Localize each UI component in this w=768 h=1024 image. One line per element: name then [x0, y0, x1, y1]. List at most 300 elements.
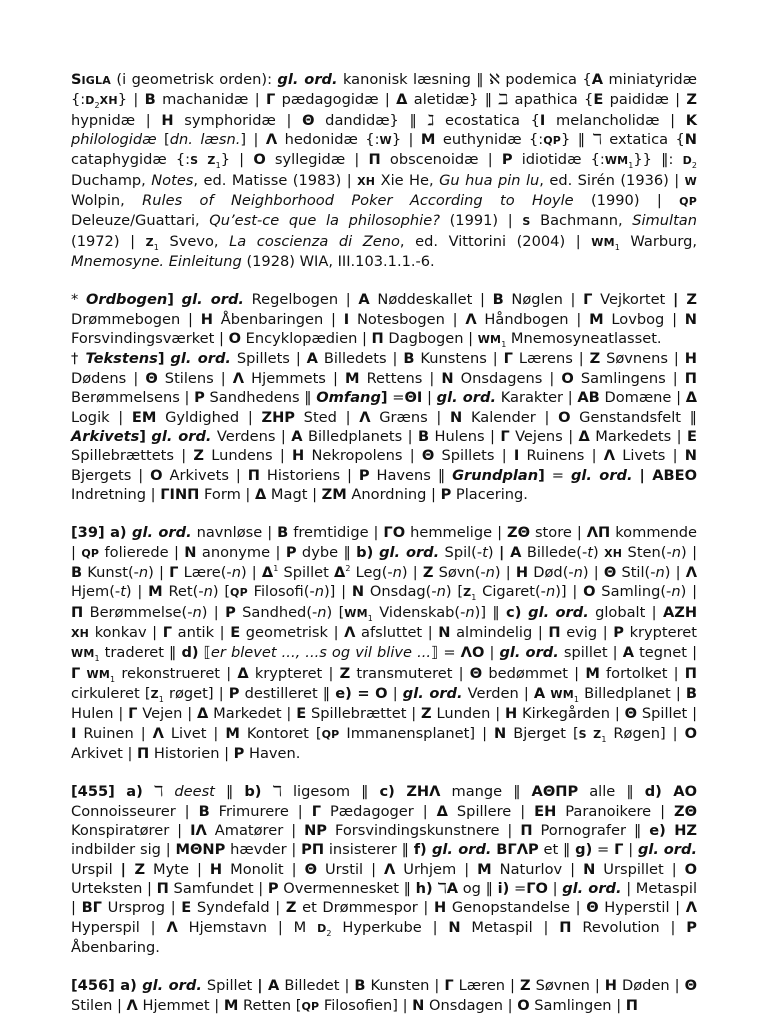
text-run: n	[314, 583, 324, 601]
text-run: Historiens |	[259, 466, 359, 484]
text-run: Søvn(-	[433, 563, 486, 581]
text-run: AZH	[662, 603, 698, 621]
text-run: ⟧ =	[431, 644, 461, 662]
text-run: Λ	[166, 918, 178, 936]
text-run: t	[587, 543, 593, 561]
text-run: hedonidæ {:	[277, 131, 380, 149]
text-run: ℸ ligesom ‖	[261, 783, 380, 801]
text-run: BΓΛP	[496, 841, 539, 859]
text-run: =	[592, 841, 615, 859]
text-run: insisterer ‖	[324, 841, 414, 859]
text-run: | ABEO	[639, 466, 697, 484]
text-run: I	[513, 447, 520, 465]
text-run: 2	[691, 161, 698, 171]
text-run: kommende |	[71, 524, 698, 561]
text-run: Lunden |	[431, 705, 505, 723]
text-run: Spillere |	[447, 802, 535, 820]
text-run: P	[225, 603, 236, 621]
text-run: n	[138, 563, 149, 581]
text-run: PΠ	[301, 841, 325, 859]
text-run: |	[422, 389, 437, 407]
text-run: Urspillet |	[595, 860, 685, 878]
text-run: globalt |	[588, 603, 663, 621]
text-run: n	[485, 563, 495, 581]
text-run: Sted |	[294, 408, 360, 426]
text-run: |	[623, 841, 638, 859]
text-run: Ordbogen	[86, 291, 168, 309]
text-run: gl. ord.	[181, 291, 244, 309]
text-run: Hyperkube |	[331, 918, 449, 936]
text-run: P	[358, 466, 370, 484]
text-run: Γ	[583, 291, 593, 309]
text-run: Onsdagen |	[424, 996, 518, 1014]
text-run: Pornografer ‖	[532, 822, 650, 840]
text-run: n	[573, 563, 583, 581]
paragraph-gap	[71, 763, 697, 782]
text-run: ) |	[148, 563, 170, 581]
text-run: Kunstens |	[414, 350, 504, 368]
text-run: D	[682, 154, 692, 168]
text-run: Γ	[162, 623, 173, 641]
text-run: et ‖	[538, 841, 576, 859]
text-run: |	[659, 918, 687, 936]
text-run: tegnet |	[633, 644, 697, 662]
text-run: N	[493, 724, 507, 742]
text-run: H	[504, 705, 518, 723]
text-run: Π	[368, 151, 381, 169]
text-run: Immanensplanet] |	[339, 724, 494, 742]
text-run: H	[515, 563, 529, 581]
text-run: ] |	[240, 131, 266, 149]
text-run: I	[71, 724, 77, 742]
text-run: Urhjem |	[395, 860, 478, 878]
text-run: B	[403, 350, 415, 368]
text-run: Λ	[265, 131, 278, 149]
text-run: Markedet |	[208, 705, 297, 723]
text-run: Samling(-	[595, 583, 672, 601]
text-run	[174, 291, 182, 308]
text-run: IGLA	[81, 74, 111, 87]
text-run: machanidæ |	[155, 91, 266, 109]
text-run: Omfang	[316, 389, 381, 407]
text-run: Θ	[603, 563, 617, 581]
text-run: Rules of Neighborhood Poker According to Hoyle	[142, 192, 574, 210]
text-run: Dagbogen |	[383, 330, 478, 348]
text-run: N	[583, 860, 596, 878]
text-run: (1972) |	[71, 232, 146, 250]
text-run: symphoridæ |	[173, 111, 303, 129]
text-run: ΓO	[383, 524, 406, 542]
text-run: O	[561, 369, 574, 387]
text-run: Lundens |	[203, 447, 293, 465]
text-run: O	[558, 408, 571, 426]
text-run: } |	[391, 131, 421, 149]
text-run: {:	[521, 131, 544, 149]
text-run: Pædagoger |	[321, 802, 437, 820]
text-run: M	[477, 860, 492, 878]
text-run: Hjemmet |	[137, 996, 224, 1014]
text-run: Γ	[614, 841, 624, 859]
text-run: Λ	[359, 408, 371, 426]
text-run: } ‖ ℸ extatica {	[561, 131, 685, 149]
text-run: Læren |	[453, 977, 520, 995]
text-run: ord.	[663, 841, 697, 859]
text-run: g)	[575, 841, 593, 859]
text-run: Δ	[396, 91, 408, 109]
text-run: Genopstandelse |	[446, 899, 587, 917]
text-run: D	[85, 94, 95, 108]
text-run: S	[522, 215, 531, 229]
text-run: gl. ord.	[132, 524, 192, 542]
text-run: M	[420, 131, 436, 149]
text-run: B	[354, 977, 366, 995]
text-run: Samlingen |	[529, 996, 626, 1014]
text-run: =	[509, 880, 527, 898]
text-run: Håndbogen |	[476, 310, 590, 328]
text-run: N	[438, 623, 451, 641]
text-run: Billedplanets |	[302, 427, 418, 445]
text-run: Γ	[169, 563, 179, 581]
text-run: Vejens |	[509, 427, 579, 445]
text-run: QP	[321, 727, 340, 741]
text-run: Z	[422, 563, 434, 581]
text-run: Død(-	[528, 563, 574, 581]
text-run: cataphygidæ {:	[71, 151, 191, 169]
text-run: ΘI	[404, 389, 423, 407]
text-run: 1	[628, 161, 634, 171]
text-run: Markedets |	[589, 427, 687, 445]
text-run: Γ	[503, 350, 513, 368]
text-run: 2	[326, 928, 332, 938]
text-run: Retten [	[238, 996, 302, 1014]
text-run: Δ	[261, 563, 274, 581]
text-run: Videnskab(-	[372, 603, 466, 621]
text-run: Z	[519, 977, 531, 995]
text-run: }} ‖:	[633, 151, 683, 169]
text-run: Urstil |	[316, 860, 385, 878]
text-run: M	[344, 369, 360, 387]
text-run: Spillets |	[230, 350, 307, 368]
text-run: Arkivet |	[71, 745, 138, 762]
text-run: N	[450, 408, 463, 426]
text-run: |	[484, 644, 500, 662]
text-run: ) |	[401, 563, 423, 581]
text-run: Hjem(-	[71, 583, 121, 601]
text-run: ]	[157, 350, 165, 368]
text-run: spillet |	[558, 644, 623, 662]
text-run: ]	[380, 389, 388, 407]
text-run: hemmelige |	[405, 524, 507, 542]
text-run: Placering.	[451, 485, 528, 503]
text-run: 1	[601, 734, 607, 744]
text-run: N	[684, 310, 698, 328]
text-run: gl. ord.	[436, 389, 496, 407]
text-run: n	[436, 583, 446, 601]
text-run: Wolpin,	[71, 192, 143, 210]
text-run: Λ	[152, 724, 164, 742]
text-run: E	[181, 899, 192, 917]
text-run: ) |	[680, 543, 697, 561]
text-run: P	[233, 745, 245, 762]
text-run: Hjemmets |	[244, 369, 345, 387]
text-run: Connoisseurer |	[71, 802, 199, 820]
text-run: Sandhed(-	[235, 603, 318, 621]
text-run: Gu hua pin lu	[439, 171, 540, 189]
text-run: WM	[71, 647, 95, 661]
text-run: obscenoidæ |	[380, 151, 502, 169]
text-run: M	[223, 996, 239, 1014]
text-run: ΓO	[526, 880, 548, 898]
text-run: Bjerget [	[506, 724, 579, 742]
tekstens-paragraph	[71, 349, 697, 504]
text-run: NP	[304, 822, 327, 840]
text-run: QP	[81, 546, 100, 560]
text-run: navnløse |	[191, 524, 278, 542]
text-run: Θ	[145, 369, 158, 387]
text-run: Kalender |	[462, 408, 559, 426]
text-run: Ruinens |	[519, 447, 604, 465]
text-run: Samfundet |	[168, 880, 268, 898]
text-run: M	[225, 724, 240, 742]
text-run: Filosofien] |	[319, 996, 413, 1014]
text-run: Θ	[421, 447, 435, 465]
text-run: Indretning |	[71, 485, 161, 503]
text-run: afsluttet |	[355, 623, 439, 641]
text-run: 1	[614, 242, 620, 252]
text-run: P	[440, 485, 452, 503]
text-run: A	[591, 71, 604, 88]
text-run: Spillet	[201, 977, 258, 995]
text-run: Z	[145, 235, 154, 249]
text-run: 1	[501, 340, 507, 350]
text-run: 1	[94, 654, 100, 664]
text-run: Z	[207, 154, 216, 168]
text-run: } |	[117, 91, 145, 109]
text-run: , ed. Vittorini (2004) |	[399, 232, 592, 250]
text-run: n	[317, 603, 327, 621]
text-run: Π	[548, 623, 561, 641]
text-run: N	[441, 369, 454, 387]
text-run: | A	[498, 543, 522, 561]
text-run: H	[292, 447, 305, 465]
text-run: ZM	[321, 485, 347, 503]
text-run: XH	[357, 174, 376, 188]
text-run: Domæne |	[599, 389, 682, 407]
text-run: Γ	[128, 705, 138, 723]
text-run: Svevo,	[158, 232, 230, 250]
text-run: Encyklopædien |	[240, 330, 372, 348]
text-run: gl.	[637, 841, 659, 859]
text-run: 1	[471, 593, 477, 603]
text-run: N	[684, 131, 697, 149]
text-run: D	[317, 921, 327, 935]
text-run: n	[655, 563, 665, 581]
text-run: I	[343, 310, 350, 328]
text-run: Θ	[302, 111, 315, 129]
text-run: Grundplan	[452, 466, 539, 484]
text-run: Mnemosyne. Einleitung	[71, 253, 242, 271]
text-run: Δ	[197, 705, 209, 723]
text-run: Anordning |	[346, 485, 441, 503]
text-run: Kirkegården |	[517, 705, 625, 723]
text-run: pædagogidæ |	[275, 91, 397, 109]
text-run: røget] |	[163, 684, 229, 702]
text-run: ZΘ	[674, 802, 697, 820]
text-run: Δ	[237, 664, 249, 682]
text-run: Amatører |	[206, 822, 305, 840]
text-run: ) |	[240, 563, 262, 581]
text-run: evig |	[560, 623, 614, 641]
text-run: Logik |	[71, 408, 132, 426]
text-run: 2	[345, 564, 351, 574]
entry-455-paragraph	[71, 782, 697, 957]
text-run: Genstandsfelt ‖	[570, 408, 697, 426]
text-run: Δ	[255, 485, 267, 503]
text-run: b)	[244, 783, 262, 801]
text-run: Revolution	[571, 918, 660, 936]
text-run: paididæ |	[603, 91, 687, 109]
text-run: Δ	[436, 802, 448, 820]
text-run: H	[161, 111, 174, 129]
text-run: Søvnen |	[530, 977, 605, 995]
text-run: ]	[139, 427, 146, 445]
text-run: Døden |	[617, 977, 680, 995]
text-run: Billede(-	[521, 543, 588, 561]
text-run: |	[588, 563, 604, 581]
text-run: O	[253, 151, 266, 169]
text-run: Z	[193, 447, 204, 465]
text-run: Nekropolens |	[304, 447, 422, 465]
text-run: ZΘ	[506, 524, 530, 542]
text-run: E	[593, 91, 604, 109]
text-run: Hulens |	[429, 427, 501, 445]
text-run: A	[358, 291, 370, 309]
text-run: )] ‖	[474, 603, 507, 621]
text-run: Λ	[344, 623, 356, 641]
paragraph-gap	[71, 957, 697, 976]
text-run: B	[71, 563, 83, 581]
text-run: i)	[497, 880, 510, 898]
text-run: Rettens |	[359, 369, 442, 387]
text-run: S Z	[578, 727, 602, 741]
text-run: Ret(-	[162, 583, 204, 601]
text-run: Myte |	[145, 860, 210, 878]
text-run: M	[148, 583, 163, 601]
text-run: ord.	[525, 644, 559, 662]
text-run: Ruinen |	[76, 724, 153, 742]
text-run: Notes	[151, 171, 194, 189]
text-run: Stil(-	[616, 563, 656, 581]
text-run: B	[198, 802, 210, 820]
text-run: b)	[356, 543, 380, 561]
text-run: O	[228, 330, 241, 348]
text-run: Π	[137, 745, 150, 762]
text-run: P	[285, 543, 297, 561]
text-run: Hyperstil |	[598, 899, 686, 917]
text-run: EM	[131, 408, 157, 426]
text-run: N	[351, 583, 365, 601]
text-run: Θ	[624, 705, 638, 723]
text-run: Mnemosyneatlasset.	[506, 330, 662, 348]
text-run: t	[120, 583, 126, 601]
text-run: Overmennesket ‖	[278, 880, 416, 898]
text-run: Haven.	[244, 745, 301, 762]
text-run: Θ	[469, 664, 483, 682]
text-run: =	[387, 389, 405, 407]
text-run: cirkuleret [	[71, 684, 151, 702]
text-run: destilleret ‖	[239, 684, 336, 702]
text-run: QP	[301, 999, 320, 1013]
text-run: miniatyridæ {:	[71, 71, 697, 109]
text-run: Urspil	[71, 860, 121, 878]
text-run: dybe ‖	[296, 543, 357, 561]
text-run: Spillets |	[434, 447, 514, 465]
text-run: h)	[415, 880, 433, 898]
text-run: (i geometrisk orden):	[110, 71, 278, 88]
text-run: ) |	[494, 563, 516, 581]
text-run: Billedplanet |	[578, 684, 686, 702]
text-run: Søvnens |	[600, 350, 685, 368]
text-run: Θ	[684, 977, 698, 995]
text-run: gl. ord.	[170, 350, 231, 368]
text-run: n	[392, 563, 402, 581]
text-run: )] |	[555, 583, 578, 601]
text-run: EH	[534, 802, 557, 820]
text-run: (1990) |	[573, 192, 680, 210]
text-run: Π	[71, 603, 84, 621]
text-run: deest	[174, 783, 215, 801]
text-run: ℸ	[142, 783, 175, 801]
text-run: mange ‖	[440, 783, 532, 801]
text-run: n	[192, 603, 202, 621]
text-run: rekonstrueret |	[115, 664, 238, 682]
text-run: Bachmann,	[530, 212, 633, 230]
text-run: Z	[339, 664, 351, 682]
text-run: ) |	[201, 603, 226, 621]
text-run: Z	[285, 899, 297, 917]
text-run: aletidæ} ‖ ℶ apathica {	[407, 91, 594, 109]
text-run: gl.	[528, 603, 550, 621]
text-run: N	[684, 447, 697, 465]
text-run: Historien |	[149, 745, 234, 762]
text-run: AΘΠP	[531, 783, 579, 801]
text-run: dandidæ} ‖ ℷ ecostatica {	[314, 111, 540, 129]
text-run: QP	[543, 134, 562, 148]
text-run: Z	[150, 687, 159, 701]
text-run: |	[547, 880, 563, 898]
text-run: gl. ord.	[151, 427, 212, 445]
text-run: Λ	[465, 310, 477, 328]
text-run: ord.	[555, 603, 589, 621]
text-run: P	[613, 623, 624, 641]
text-run: WM	[591, 235, 615, 249]
text-run: Γ	[500, 427, 510, 445]
text-run: S	[71, 71, 82, 88]
text-run: Drømmebogen |	[71, 310, 201, 328]
text-run: O	[517, 996, 530, 1014]
text-run: Δ	[334, 563, 346, 581]
text-run: ]	[538, 466, 545, 484]
text-run: B	[685, 684, 697, 702]
text-run: Hyperspil |	[71, 918, 167, 936]
text-run: Lærens |	[512, 350, 590, 368]
text-run: P	[228, 684, 240, 702]
text-run: )	[487, 543, 499, 561]
text-run: Λ	[384, 860, 396, 878]
text-run: Π	[559, 918, 572, 936]
text-run: 1	[153, 242, 159, 252]
text-run: Cigaret(-	[476, 583, 546, 601]
